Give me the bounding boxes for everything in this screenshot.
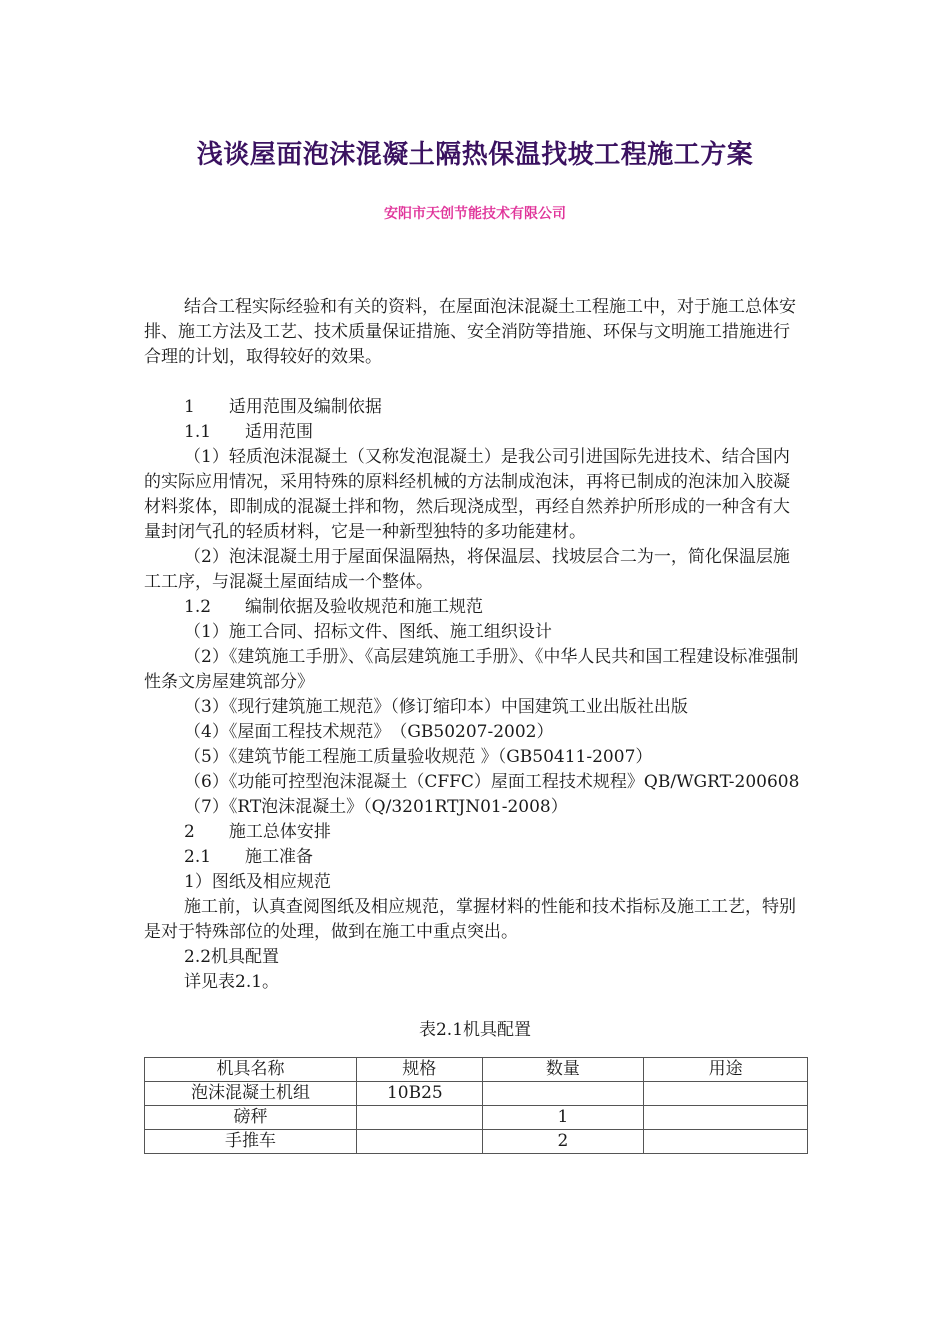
reference-item: （5）《建筑节能工程施工质量验收规范 》（GB50411-2007） [184,747,653,767]
table-cell: 磅秤 [145,1106,357,1130]
table-header-cell: 数量 [482,1058,644,1082]
table-cell: 2 [482,1130,644,1154]
reference-item: （4）《屋面工程技术规范》 （GB50207-2002） [184,722,554,742]
paragraph-4: 详见表2.1。 [184,972,280,992]
section-heading-2-2: 2.2机具配置 [184,947,280,967]
reference-item: （7）《RT泡沫混凝土》（Q/3201RTJN01-2008） [184,797,568,817]
equipment-table [144,1057,808,1154]
table-header-row [145,1058,808,1082]
paragraph-3: 施工前，认真查阅图纸及相应规范，掌握材料的性能和技术指标及施工工艺，特别是对于特殊部位的处理，做到在施工中重点突出。 [144,897,796,942]
table-cell [356,1130,482,1154]
table-cell: 1 [482,1106,644,1130]
paragraph-2: （2）泡沫混凝土用于屋面保温隔热，将保温层、找坡层合二为一，简化保温层施工工序，与混凝土屋面结成一个整体。 [144,547,790,592]
section-heading-2-1: 2.1 施工准备 [184,847,314,867]
table-cell [644,1106,808,1130]
section-heading-1-1: 1.1 适用范围 [184,422,314,442]
reference-item: （6）《功能可控型泡沫混凝土（CFFC）屋面工程技术规程》QB/WGRT-200608 [184,772,800,792]
table-cell: 10B25 [356,1082,482,1106]
subsection-heading: 1）图纸及相应规范 [184,872,331,892]
section-heading-2: 2 施工总体安排 [184,822,331,842]
spacer [144,370,806,395]
table-header-cell: 规格 [356,1058,482,1082]
section-heading-1-2: 1.2 编制依据及验收规范和施工规范 [184,597,484,617]
table-cell: 手推车 [145,1130,357,1154]
reference-item: （1）施工合同、招标文件、图纸、施工组织设计 [184,622,552,642]
table-caption: 表2.1机具配置 [418,1020,532,1040]
table-row [145,1082,808,1106]
reference-item: （3）《现行建筑施工规范》（修订缩印本）中国建筑工业出版社出版 [184,697,688,717]
table-cell: 泡沫混凝土机组 [145,1082,357,1106]
table-header-cell: 机具名称 [145,1058,357,1082]
table-cell [482,1082,644,1106]
company-name: 安阳市天创节能技术有限公司 [384,206,566,222]
table-header-cell: 用途 [644,1058,808,1082]
table-row [145,1130,808,1154]
table-cell [356,1106,482,1130]
intro-paragraph: 结合工程实际经验和有关的资料，在屋面泡沫混凝土工程施工中，对于施工总体安排、施工方法及工艺、技术质量保证措施、安全消防等措施、环保与文明施工措施进行合理的计划，取得较好的效果。 [144,297,796,367]
table-row [145,1106,808,1130]
table-cell [644,1130,808,1154]
section-heading-1: 1 适用范围及编制依据 [184,397,382,417]
paragraph-1: （1）轻质泡沫混凝土（又称发泡混凝土）是我公司引进国际先进技术、结合国内的实际应用情况，采用特殊的原料经机械的方法制成泡沫，再将已制成的泡沫加入胶凝材料浆体，即制成的混凝土拌和物，然后现浇成型，再经自然养护所形成的一种含有大量封闭气孔的轻质材料，它是一种新型独特的多功能建材。 [144,447,790,542]
table-cell [644,1082,808,1106]
document-body [144,295,806,1154]
reference-item: （2）《建筑施工手册》、《高层建筑施工手册》、《中华人民共和国工程建设标准强制性条文房屋建筑部分》 [144,647,799,692]
document-title: 浅谈屋面泡沫混凝土隔热保温找坡工程施工方案 [196,140,754,170]
